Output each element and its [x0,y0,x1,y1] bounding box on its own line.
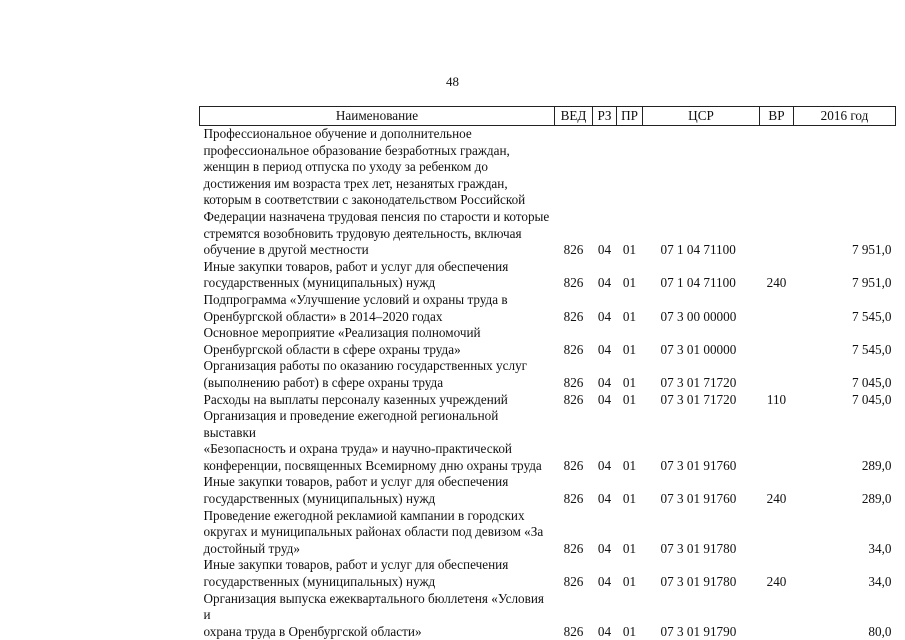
name-line: профессиональное образование безработных граждан, [203,142,510,158]
cell-pr: 01 [622,491,637,507]
cell-rz: 04 [597,623,612,639]
name-line: (выполнению работ) в сфере охраны труда [203,374,444,390]
cell-pr: 01 [622,275,637,291]
cell-vr: 240 [766,275,787,291]
cell-vr [760,325,794,358]
cell-name [200,259,555,292]
header-amount: 2016 год [794,107,896,126]
cell-ved: 826 [563,275,584,291]
table-row [200,358,896,391]
cell-pr: 01 [622,308,637,324]
cell-name [200,508,555,558]
name-line: которым в соответствии с законодательством Российской [203,192,526,208]
cell-csr: 07 1 04 71100 [660,275,736,291]
header-name: Наименование [200,107,555,126]
header-vr: ВР [760,107,794,126]
table-row [200,591,896,640]
cell-ved: 826 [563,374,584,390]
name-line: государственных (муниципальных) нужд [203,275,436,291]
cell-amount: 7 045,0 [851,374,892,390]
name-line: Организация выпуска ежеквартального бюллетеня «Условия и [203,590,544,623]
table-row [200,126,896,259]
cell-amount: 289,0 [861,491,892,507]
cell-csr: 07 3 01 91760 [660,457,737,473]
cell-pr: 01 [622,457,637,473]
cell-amount: 7 545,0 [851,341,892,357]
cell-csr: 07 3 01 71720 [660,374,737,390]
cell-name [200,325,555,358]
cell-name [200,474,555,507]
cell-name [200,358,555,391]
name-line: Федерации назначена трудовая пенсия по старости и которые [203,208,550,224]
page-number: 48 [446,74,459,89]
cell-pr: 01 [622,374,637,390]
name-line: Оренбургской области» в 2014–2020 годах [203,308,443,324]
name-line: округах и муниципальных районах области под девизом «За [203,524,544,540]
cell-rz: 04 [597,275,612,291]
cell-csr: 07 3 01 91760 [660,491,737,507]
name-line: «Безопасность и охрана труда» и научно-практической [203,441,512,457]
cell-vr [760,292,794,325]
cell-csr: 07 3 01 00000 [660,341,737,357]
cell-name [200,392,555,409]
cell-vr [760,508,794,558]
cell-vr [760,591,794,640]
name-line: достойный труд» [203,540,300,556]
cell-pr: 01 [622,623,637,639]
cell-name [200,591,555,640]
cell-csr: 07 3 01 71720 [660,391,737,407]
cell-amount: 34,0 [868,540,892,556]
cell-name [200,126,555,259]
cell-ved: 826 [563,391,584,407]
cell-rz: 04 [597,341,612,357]
cell-pr: 01 [622,391,637,407]
name-line: Иные закупки товаров, работ и услуг для обеспечения [203,474,509,490]
cell-vr: 110 [766,391,787,407]
cell-ved: 826 [563,574,584,590]
cell-ved: 826 [563,491,584,507]
cell-csr: 07 3 01 91790 [660,623,737,639]
cell-rz: 04 [597,308,612,324]
header-ved: ВЕД [555,107,593,126]
cell-amount: 289,0 [861,457,892,473]
cell-rz: 04 [597,374,612,390]
cell-vr: 240 [766,491,787,507]
table-row [200,408,896,474]
table-row [200,325,896,358]
budget-table [199,106,896,640]
name-line: государственных (муниципальных) нужд [203,574,436,590]
header-pr: ПР [617,107,643,126]
cell-name [200,292,555,325]
name-line: Иные закупки товаров, работ и услуг для обеспечения [203,258,509,274]
cell-csr: 07 3 01 91780 [660,540,737,556]
name-line: Иные закупки товаров, работ и услуг для обеспечения [203,557,509,573]
cell-csr: 07 1 04 71100 [660,242,736,258]
cell-pr: 01 [622,574,637,590]
name-line: Проведение ежегодной рекламиой кампании в городских [203,507,525,523]
name-line: Основное мероприятие «Реализация полномочий [203,325,481,341]
cell-rz: 04 [597,491,612,507]
table-row [200,259,896,292]
header-csr: ЦСР [643,107,760,126]
table-row [200,474,896,507]
name-line: охрана труда в Оренбургской области» [203,623,422,639]
cell-ved: 826 [563,341,584,357]
cell-ved: 826 [563,540,584,556]
name-line: достижения им возраста трех лет, незанятых граждан, [203,175,508,191]
table-row [200,392,896,409]
cell-rz: 04 [597,242,612,258]
cell-rz: 04 [597,457,612,473]
name-line: женщин в период отпуска по уходу за ребенком до [203,159,488,175]
cell-ved: 826 [563,308,584,324]
cell-amount: 7 545,0 [851,308,892,324]
cell-rz: 04 [597,574,612,590]
name-line: Расходы на выплаты персоналу казенных учреждений [203,391,508,407]
cell-vr [760,358,794,391]
cell-ved: 826 [563,623,584,639]
name-line: Организация работы по оказанию государственных услуг [203,358,528,374]
cell-rz: 04 [597,391,612,407]
name-line: обучение в другой местности [203,242,369,258]
cell-ved: 826 [563,242,584,258]
name-line: Профессиональное обучение и дополнительное [203,126,472,141]
cell-amount: 7 951,0 [851,275,892,291]
cell-name [200,557,555,590]
name-line: Организация и проведение ежегодной региональной выставки [203,408,499,440]
cell-vr: 240 [766,574,787,590]
cell-pr: 01 [622,242,637,258]
name-line: конференции, посвященных Всемирному дню охраны труда [203,457,542,473]
cell-vr [760,408,794,474]
cell-csr: 07 3 01 91780 [660,574,737,590]
table-row [200,557,896,590]
cell-amount: 80,0 [868,623,892,639]
cell-name [200,408,555,474]
cell-ved: 826 [563,457,584,473]
table-row [200,292,896,325]
table-row [200,508,896,558]
name-line: стремятся возобновить трудовую деятельность, включая [203,225,522,241]
table-header-row [200,107,896,126]
cell-amount: 7 951,0 [851,242,892,258]
cell-amount: 34,0 [868,574,892,590]
cell-pr: 01 [622,540,637,556]
cell-pr: 01 [622,341,637,357]
name-line: государственных (муниципальных) нужд [203,491,436,507]
cell-vr [760,126,794,259]
header-rz: РЗ [593,107,617,126]
name-line: Оренбургской области в сфере охраны труда» [203,341,461,357]
name-line: Подпрограмма «Улучшение условий и охраны труда в [203,291,508,307]
cell-csr: 07 3 00 00000 [660,308,737,324]
cell-rz: 04 [597,540,612,556]
cell-amount: 7 045,0 [851,391,892,407]
